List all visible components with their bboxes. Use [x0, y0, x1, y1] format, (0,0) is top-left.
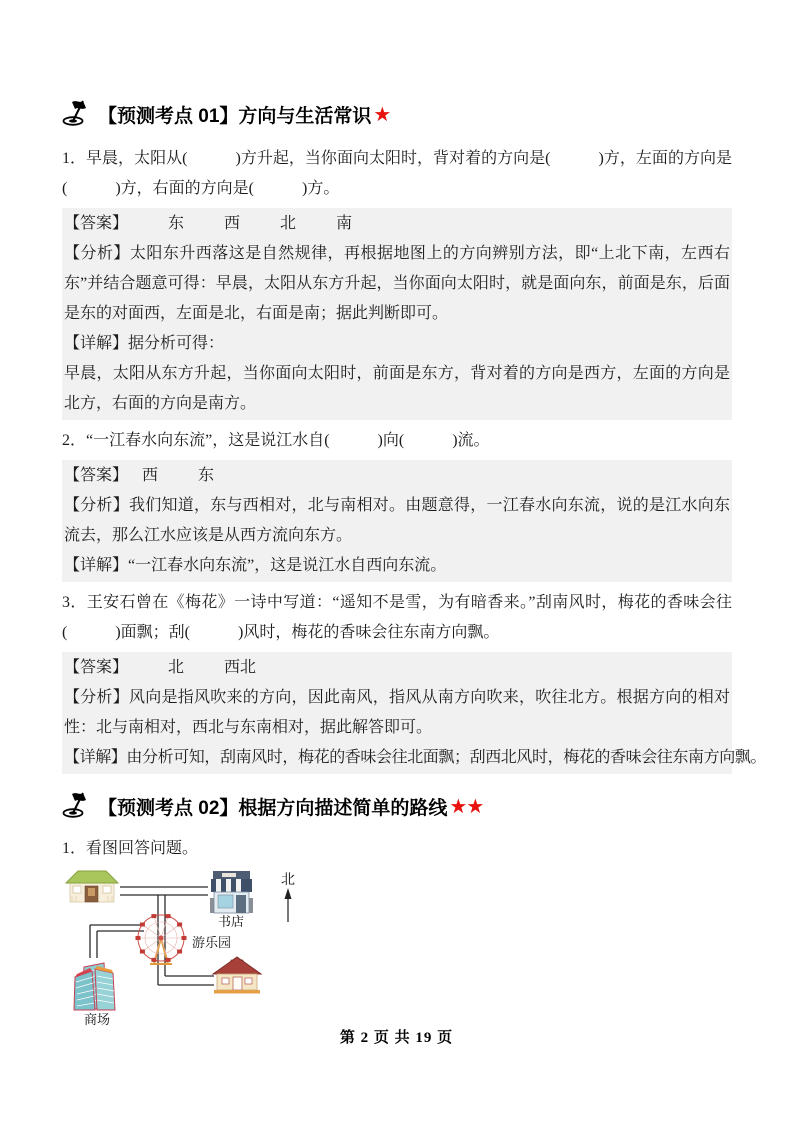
bookstore-label: 书店 — [217, 914, 245, 929]
question-3-text: 3．王安石曾在《梅花》一诗中写道：“遥知不是雪，为有暗香来。”刮南风时，梅花的香味会往( )面飘；刮( )风时，梅花的香味会往东南方向飘。 — [62, 594, 732, 641]
analysis-paragraph: 【分析】我们知道，东与西相对，北与南相对。由题意得，一江春水向东流，说的是江水向东流去，那么江水应该是从西方流向东方。 — [64, 497, 730, 544]
amusement-park-label: 游乐园 — [192, 935, 232, 950]
house-icon — [66, 871, 118, 902]
direction-map-figure — [64, 870, 732, 1030]
answer-label: 【答案】 — [64, 659, 129, 676]
question-3-solution-block — [62, 652, 767, 774]
question-2-text: 2．“一江春水向东流”，这是说江水自( )向( )流。 — [62, 432, 490, 449]
flag-pin-icon — [62, 788, 92, 824]
bookstore-icon — [210, 871, 253, 913]
section-header-02 — [62, 788, 732, 824]
section-title: 【预测考点 01】方向与生活常识 — [98, 105, 372, 127]
difficulty-stars: ★★ — [449, 795, 484, 818]
detail-paragraph-intro: 【详解】据分析可得： — [64, 335, 225, 352]
answer-value: 西 — [142, 467, 159, 484]
flag-pin-icon — [62, 96, 92, 132]
detail-paragraph: 【详解】“一江春水向东流”，这是说江水自西向东流。 — [64, 557, 447, 574]
mall-icon — [74, 963, 115, 1010]
answer-label: 【答案】 — [64, 215, 129, 232]
answer-row — [64, 653, 730, 683]
question-1-text: 1．早晨，太阳从( )方升起，当你面向太阳时，背对着的方向是( )方，左面的方向是( )方，右面的方向是( )方。 — [62, 150, 732, 197]
answer-label: 【答案】 — [64, 467, 129, 484]
difficulty-stars: ★ — [373, 103, 391, 126]
analysis-paragraph: 【分析】太阳东升西落这是自然规律，再根据地图上的方向辨别方法，即“上北下南，左西右东”并结合题意可得：早晨，太阳从东方升起，当你面向太阳时，就是面向东，前面是东，后面是东的对面西，左面是北，右面是南；据此判断即可。 — [64, 245, 730, 322]
page-content — [62, 0, 767, 1030]
answer-value: 西北 — [224, 659, 257, 676]
answer-row — [64, 209, 730, 239]
section-header-01 — [62, 96, 732, 132]
answer-value: 东 — [168, 215, 185, 232]
ferris-wheel-icon — [136, 914, 187, 964]
page-number-footer: 第 2 页 共 19 页 — [339, 1030, 454, 1046]
question-4-text: 1．看图回答问题。 — [62, 840, 199, 857]
answer-value: 北 — [280, 215, 297, 232]
answer-value: 西 — [224, 215, 241, 232]
north-label: 北 — [281, 873, 295, 888]
answer-value: 北 — [168, 659, 185, 676]
question-2-solution-block — [62, 460, 732, 582]
detail-paragraph: 【详解】由分析可知，刮南风时，梅花的香味会往北面飘；刮西北风时，梅花的香味会往东南方向飘。 — [64, 749, 767, 766]
north-arrow-icon — [281, 872, 295, 922]
answer-value: 东 — [198, 467, 215, 484]
red-house-icon — [213, 957, 261, 994]
section-title: 【预测考点 02】根据方向描述简单的路线 — [98, 797, 448, 819]
detail-paragraph-body: 早晨，太阳从东方升起，当你面向太阳时，前面是东方，背对着的方向是西方，左面的方向是北方，右面的方向是南方。 — [64, 365, 730, 412]
analysis-paragraph: 【分析】风向是指风吹来的方向，因此南风，指风从南方向吹来，吹往北方。根据方向的相对性：北与南相对，西北与东南相对，据此解答即可。 — [64, 689, 730, 736]
answer-row — [64, 461, 730, 491]
mall-label: 商场 — [83, 1012, 111, 1027]
answer-value: 南 — [336, 215, 353, 232]
question-1-solution-block — [62, 208, 732, 420]
